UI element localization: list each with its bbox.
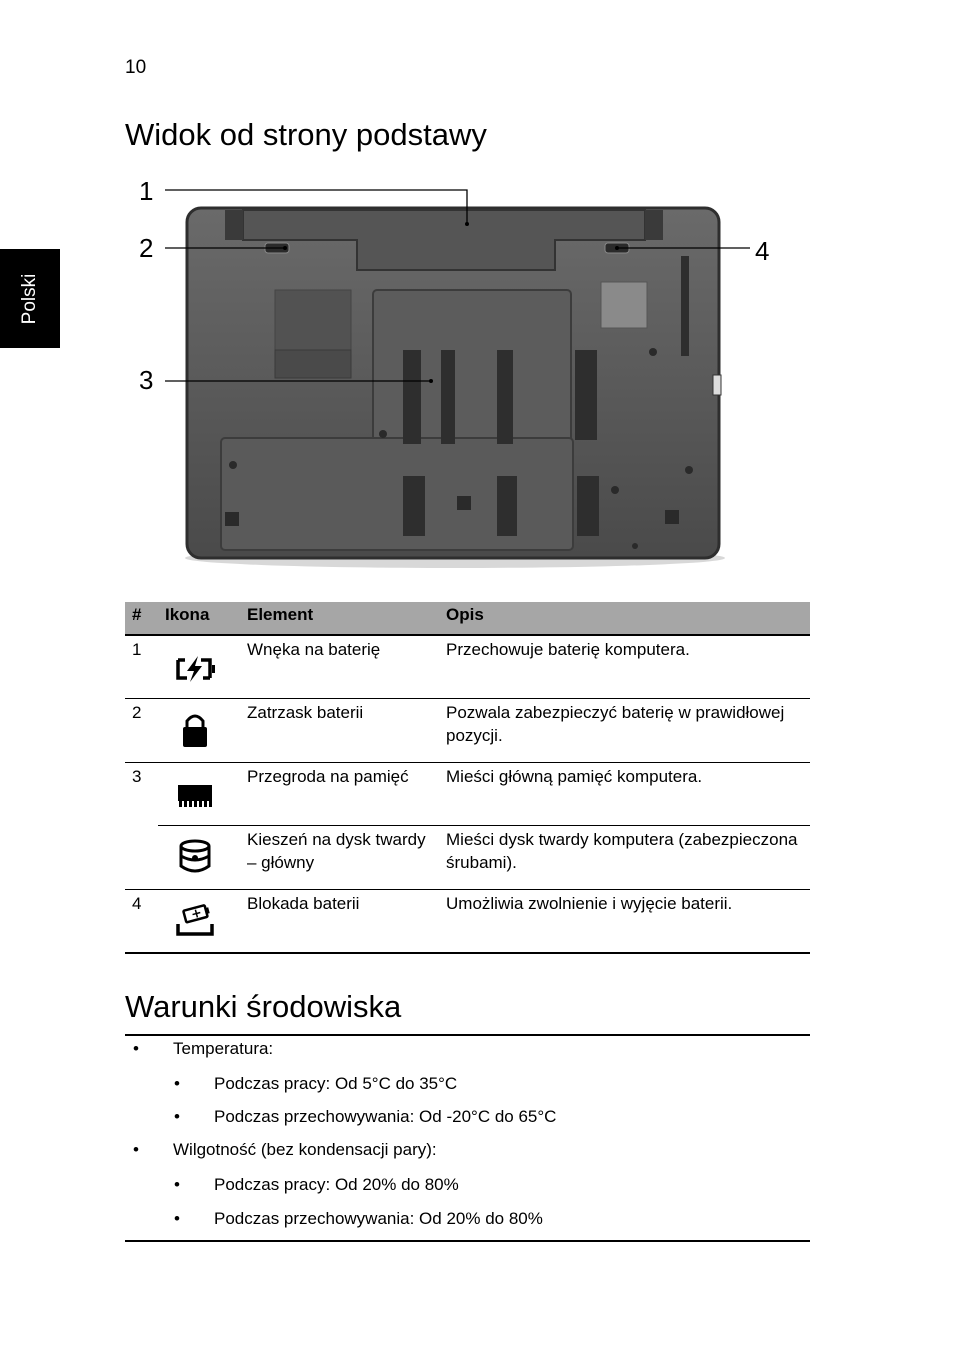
table-row (125, 699, 810, 763)
row-description: Mieści główną pamięć komputera. (446, 767, 703, 786)
row-element: Zatrzask baterii (247, 703, 364, 722)
table-row (125, 826, 810, 890)
header-icon: Ikona (165, 605, 210, 624)
list-item-label: Wilgotność (bez kondensacji pary): (173, 1140, 437, 1159)
callout-1: 1 (139, 176, 154, 206)
lock-icon (173, 711, 217, 747)
row-number: 4 (132, 894, 142, 913)
row-number: 3 (132, 767, 142, 786)
row-element: Blokada baterii (247, 894, 360, 913)
bullet-dot: • (174, 1209, 180, 1228)
header-description: Opis (446, 605, 484, 624)
section-title-bottom-view: Widok od strony podstawy (125, 117, 487, 152)
battery-release-icon (173, 902, 217, 938)
list-item-label: Temperatura: (173, 1039, 274, 1058)
row-element: Przegroda na pamięć (247, 767, 409, 786)
row-element: Kieszeń na dysk twardy – główny (247, 830, 426, 872)
parts-table (125, 602, 810, 953)
row-element: Wnęka na baterię (247, 640, 381, 659)
header-num: # (132, 605, 142, 624)
list-subitem (174, 1209, 543, 1229)
table-row (125, 890, 810, 953)
list-subitem (174, 1107, 557, 1127)
callout-2: 2 (139, 233, 154, 263)
bullet-dot: • (133, 1039, 139, 1058)
list-item (133, 1039, 274, 1059)
section-rule-top (125, 1034, 810, 1036)
language-tab (0, 249, 60, 348)
row-number: 2 (132, 703, 142, 722)
section-rule-bottom (125, 1240, 810, 1242)
row-description: Mieści dysk twardy komputera (zabezpieczona śrubami). (446, 830, 798, 872)
list-subitem-label: Podczas pracy: Od 20% do 80% (214, 1175, 459, 1194)
laptop-bottom-illustration (125, 170, 810, 580)
hard-disk-icon (173, 838, 217, 874)
bullet-dot: • (174, 1074, 180, 1093)
table-row (125, 636, 810, 699)
section-title-environment: Warunki środowiska (125, 989, 402, 1024)
list-item (133, 1140, 437, 1160)
list-subitem-label: Podczas przechowywania: Od -20°C do 65°C (214, 1107, 557, 1126)
callout-4: 4 (755, 236, 770, 266)
list-subitem-label: Podczas pracy: Od 5°C do 35°C (214, 1074, 458, 1093)
list-subitem (174, 1175, 459, 1195)
callout-3: 3 (139, 365, 154, 395)
list-subitem (174, 1074, 458, 1094)
list-subitem-label: Podczas przechowywania: Od 20% do 80% (214, 1209, 543, 1228)
bullet-dot: • (174, 1175, 180, 1194)
row-description: Pozwala zabezpieczyć baterię w prawidłowej pozycji. (446, 703, 785, 745)
bullet-dot: • (174, 1107, 180, 1126)
row-description: Umożliwia zwolnienie i wyjęcie baterii. (446, 894, 733, 913)
row-number: 1 (132, 640, 142, 659)
header-element: Element (247, 605, 314, 624)
row-description: Przechowuje baterię komputera. (446, 640, 690, 659)
bullet-dot: • (133, 1140, 139, 1159)
page-number: 10 (125, 57, 147, 78)
table-row (125, 763, 810, 826)
battery-charging-icon (173, 650, 217, 686)
table-header (125, 602, 810, 636)
memory-module-icon (173, 779, 217, 815)
language-tab-label: Polski (19, 273, 40, 324)
